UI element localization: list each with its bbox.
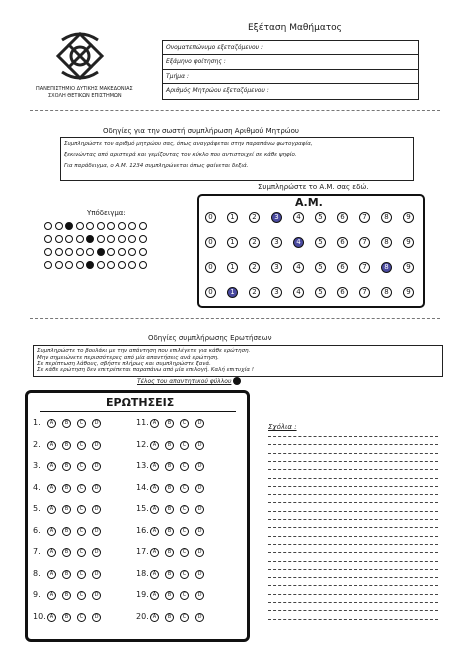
comment-line[interactable]	[268, 561, 438, 562]
example-bubble	[65, 261, 73, 269]
answer-bubble[interactable]: A	[150, 527, 159, 536]
example-bubble	[118, 235, 126, 243]
answer-bubble[interactable]: C	[180, 613, 189, 622]
answer-bubble[interactable]: D	[195, 591, 204, 600]
answer-bubble[interactable]: D	[195, 419, 204, 428]
answer-instructions-heading: Οδηγίες συμπλήρωσης Ερωτήσεων	[148, 334, 272, 342]
answer-instr-line1: Συμπληρώστε το βουλάκι με την απάντηση που επιλέγετε για κάθε ερώτηση.	[37, 348, 251, 354]
comment-line[interactable]	[268, 594, 438, 595]
example-bubble	[139, 248, 147, 256]
am-bubble[interactable]: 6	[337, 237, 348, 248]
am-bubble[interactable]: 9	[403, 212, 414, 223]
example-bubble	[128, 222, 136, 230]
example-bubble	[65, 235, 73, 243]
exam-title: Εξέταση Μαθήματος	[248, 23, 342, 33]
am-bubble[interactable]: 0	[205, 212, 216, 223]
comment-line[interactable]	[268, 552, 438, 553]
example-bubble	[65, 248, 73, 256]
am-bubble[interactable]: 1	[227, 237, 238, 248]
answer-bubble[interactable]: B	[62, 591, 71, 600]
end-marker-dot	[233, 377, 241, 385]
am-instructions-heading: Οδηγίες για την σωστή συμπλήρωση Αριθμού Μητρώου	[103, 127, 299, 135]
am-bubble[interactable]: 5	[315, 287, 326, 298]
example-bubble	[118, 261, 126, 269]
comment-line[interactable]	[268, 478, 438, 479]
question-number: 6.	[33, 525, 41, 535]
am-bubble[interactable]: 0	[205, 287, 216, 298]
answer-bubble[interactable]: C	[180, 591, 189, 600]
example-bubble	[44, 261, 52, 269]
question-number: 16.	[136, 525, 149, 535]
am-bubble[interactable]: 8	[381, 212, 392, 223]
am-bubble[interactable]: 6	[337, 212, 348, 223]
end-of-page: Τέλος του απαντητικού φύλλου	[137, 378, 232, 385]
answer-bubble[interactable]: C	[77, 613, 86, 622]
example-bubble	[55, 248, 63, 256]
example-bubble	[86, 222, 94, 230]
am-instr-line3: Για παράδειγμα, ο Α.Μ. 1234 συμπληρώνεται όπως φαίνεται δεξιά.	[64, 163, 249, 169]
comment-line[interactable]	[268, 577, 438, 578]
example-bubble	[97, 222, 105, 230]
comment-line[interactable]	[268, 569, 438, 570]
answer-bubble[interactable]: A	[150, 462, 159, 471]
am-bubble[interactable]: 1	[227, 287, 238, 298]
example-bubble	[55, 222, 63, 230]
am-bubble[interactable]: 6	[337, 262, 348, 273]
answer-bubble[interactable]: A	[47, 462, 56, 471]
question-number: 15.	[136, 504, 149, 513]
example-bubble	[65, 222, 73, 230]
answer-bubble[interactable]: B	[165, 613, 174, 622]
example-bubble	[76, 261, 84, 269]
am-bubble[interactable]: 3	[271, 237, 282, 248]
example-bubble	[76, 248, 84, 256]
example-bubble	[139, 235, 147, 243]
answer-bubble[interactable]: A	[150, 591, 159, 600]
answer-bubble[interactable]: C	[77, 527, 86, 536]
question-number: 10.	[33, 611, 46, 621]
answer-bubble[interactable]: D	[92, 419, 101, 428]
answer-bubble[interactable]: C	[180, 441, 189, 450]
example-bubble	[128, 261, 136, 269]
am-bubble[interactable]: 6	[337, 287, 348, 298]
answer-bubble[interactable]: B	[62, 462, 71, 471]
answer-bubble[interactable]: B	[165, 548, 174, 557]
am-bubble[interactable]: 1	[227, 212, 238, 223]
answer-bubble[interactable]: C	[77, 591, 86, 600]
answer-bubble[interactable]: B	[62, 548, 71, 557]
am-grid	[205, 212, 420, 304]
example-bubble	[139, 222, 147, 230]
am-bubble[interactable]: 2	[249, 212, 260, 223]
comment-line[interactable]	[268, 610, 438, 611]
comment-line[interactable]	[268, 527, 438, 528]
university-sub: ΣΧΟΛΗ ΘΕΤΙΚΩΝ ΕΠΙΣΤΗΜΩΝ	[48, 93, 122, 99]
question-number: 7.	[33, 547, 41, 556]
am-bubble[interactable]: 2	[249, 287, 260, 298]
answer-bubble[interactable]: B	[62, 441, 71, 450]
am-bubble[interactable]: 4	[293, 237, 304, 248]
am-bubble[interactable]: 3	[271, 262, 282, 273]
question-number: 11.	[136, 418, 149, 427]
comment-line[interactable]	[268, 619, 438, 620]
answer-bubble[interactable]: B	[165, 484, 174, 493]
answer-bubble[interactable]: A	[47, 570, 56, 579]
answer-bubble[interactable]: A	[47, 613, 56, 622]
answer-bubble[interactable]: A	[150, 419, 159, 428]
question-number: 18.	[136, 568, 149, 578]
question-number: 19.	[136, 590, 149, 599]
am-bubble[interactable]: 8	[381, 287, 392, 298]
field-semester[interactable]: Εξάμηνο φοίτησης :	[166, 58, 226, 65]
answer-bubble[interactable]: B	[62, 570, 71, 579]
am-instr-line1: Συμπληρώστε τον αριθμό μητρώου σας, όπως αναγράφεται στην παραπάνω φωτογραφία,	[64, 141, 313, 147]
am-bubble[interactable]: 3	[271, 287, 282, 298]
answer-bubble[interactable]: A	[47, 591, 56, 600]
example-bubble	[86, 235, 94, 243]
answer-bubble[interactable]: D	[92, 441, 101, 450]
example-bubble	[107, 248, 115, 256]
am-instr-line2: ξεκινώντας από αριστερά και γεμίζοντας τον κύκλο που αντιστοιχεί σε κάθε ψηφίο.	[64, 152, 297, 158]
example-label: Υπόδειγμα:	[87, 209, 126, 217]
answer-bubble[interactable]: D	[92, 591, 101, 600]
answer-bubble[interactable]: C	[180, 419, 189, 428]
comment-line[interactable]	[268, 544, 438, 545]
example-bubble	[55, 235, 63, 243]
example-bubble	[86, 248, 94, 256]
answer-bubble[interactable]: B	[165, 570, 174, 579]
am-bubble[interactable]: 0	[205, 237, 216, 248]
answer-bubble[interactable]: B	[62, 527, 71, 536]
answer-bubble[interactable]: D	[92, 462, 101, 471]
comment-line[interactable]	[268, 461, 438, 462]
answer-bubble[interactable]: D	[195, 613, 204, 622]
answer-bubble[interactable]: B	[165, 505, 174, 514]
answer-instr-line2: Μην σημειώνετε περισσότερες από μία απαντήσεις ανά ερώτηση.	[37, 355, 219, 361]
answer-bubble[interactable]: C	[77, 484, 86, 493]
am-bubble[interactable]: 9	[403, 237, 414, 248]
comment-line[interactable]	[268, 486, 438, 487]
question-number: 4.	[33, 482, 41, 492]
am-bubble[interactable]: 2	[249, 237, 260, 248]
comment-line[interactable]	[268, 585, 438, 586]
answer-bubble[interactable]: D	[92, 505, 101, 514]
am-bubble[interactable]: 5	[315, 212, 326, 223]
example-bubble	[76, 235, 84, 243]
answer-bubble[interactable]: C	[77, 441, 86, 450]
am-bubble[interactable]: 7	[359, 262, 370, 273]
answer-bubble[interactable]: C	[77, 505, 86, 514]
comment-line[interactable]	[268, 494, 438, 495]
am-bubble[interactable]: 9	[403, 262, 414, 273]
answer-bubble[interactable]: B	[165, 441, 174, 450]
answer-bubble[interactable]: A	[150, 570, 159, 579]
am-bubble[interactable]: 5	[315, 262, 326, 273]
answer-bubble[interactable]: B	[62, 613, 71, 622]
answer-instr-line3: Σε περίπτωση λάθους, σβήστε πλήρως και συμπληρώστε ξανά.	[37, 361, 211, 367]
am-bubble[interactable]: 7	[359, 287, 370, 298]
question-number: 9.	[33, 590, 41, 599]
example-bubble	[97, 261, 105, 269]
answer-bubble[interactable]: D	[92, 548, 101, 557]
questions-grid	[33, 418, 245, 638]
answer-bubble[interactable]: A	[47, 548, 56, 557]
answer-bubble[interactable]: C	[180, 462, 189, 471]
answer-bubble[interactable]: C	[77, 462, 86, 471]
comment-line[interactable]	[268, 519, 438, 520]
example-bubble	[44, 248, 52, 256]
example-bubble	[97, 235, 105, 243]
answer-bubble[interactable]: C	[77, 419, 86, 428]
field-am[interactable]: Αριθμός Μητρώου εξεταζόμενου :	[166, 87, 269, 94]
example-grid	[44, 222, 149, 274]
answer-bubble[interactable]: B	[165, 419, 174, 428]
answer-bubble[interactable]: A	[47, 441, 56, 450]
am-bubble[interactable]: 4	[293, 287, 304, 298]
comment-line[interactable]	[268, 536, 438, 537]
answer-bubble[interactable]: D	[195, 570, 204, 579]
answer-bubble[interactable]: B	[165, 591, 174, 600]
answer-bubble[interactable]: B	[165, 527, 174, 536]
am-box-title: Α.Μ.	[295, 196, 323, 209]
question-number: 14.	[136, 482, 149, 492]
answer-bubble[interactable]: A	[47, 527, 56, 536]
answer-bubble[interactable]: C	[180, 570, 189, 579]
am-bubble[interactable]: 7	[359, 237, 370, 248]
answer-bubble[interactable]: B	[62, 505, 71, 514]
answer-bubble[interactable]: A	[150, 548, 159, 557]
am-prompt: Συμπληρώστε το Α.Μ. σας εδώ.	[258, 183, 369, 191]
answer-bubble[interactable]: A	[150, 613, 159, 622]
answer-bubble[interactable]: A	[150, 441, 159, 450]
comment-line[interactable]	[268, 469, 438, 470]
answer-bubble[interactable]: B	[62, 419, 71, 428]
am-bubble[interactable]: 1	[227, 262, 238, 273]
example-bubble	[128, 235, 136, 243]
example-bubble	[118, 222, 126, 230]
answer-bubble[interactable]: B	[165, 462, 174, 471]
answer-bubble[interactable]: C	[180, 527, 189, 536]
answer-bubble[interactable]: A	[47, 419, 56, 428]
example-bubble	[44, 235, 52, 243]
answer-bubble[interactable]: A	[47, 484, 56, 493]
answer-bubble[interactable]: D	[92, 613, 101, 622]
answer-bubble[interactable]: C	[77, 570, 86, 579]
comment-line[interactable]	[268, 602, 438, 603]
comment-line[interactable]	[268, 453, 438, 454]
comment-lines[interactable]	[268, 436, 440, 626]
question-number: 3.	[33, 461, 41, 470]
example-bubble	[76, 222, 84, 230]
comment-line[interactable]	[268, 444, 438, 445]
question-number: 13.	[136, 461, 149, 470]
am-bubble[interactable]: 8	[381, 237, 392, 248]
am-bubble[interactable]: 2	[249, 262, 260, 273]
question-number: 2.	[33, 439, 41, 449]
comment-line[interactable]	[268, 436, 438, 437]
field-name[interactable]: Ονοματεπώνυμο εξεταζόμενου :	[166, 44, 264, 51]
question-number: 1.	[33, 418, 41, 427]
question-number: 12.	[136, 439, 149, 449]
comments-label: Σχόλια :	[268, 423, 297, 431]
answer-instr-line4: Σε κάθε ερώτηση δεν επιτρέπεται παραπάνω από μία επιλογή. Καλή επιτυχία !	[37, 367, 254, 373]
university-name: ΠΑΝΕΠΙΣΤΗΜΙΟ ΔΥΤΙΚΗΣ ΜΑΚΕΔΟΝΙΑΣ	[36, 86, 133, 92]
answer-bubble[interactable]: C	[180, 505, 189, 514]
example-bubble	[107, 222, 115, 230]
am-bubble[interactable]: 9	[403, 287, 414, 298]
example-bubble	[107, 261, 115, 269]
am-bubble[interactable]: 3	[271, 212, 282, 223]
answer-bubble[interactable]: D	[195, 484, 204, 493]
example-bubble	[97, 248, 105, 256]
example-bubble	[44, 222, 52, 230]
example-bubble	[55, 261, 63, 269]
am-bubble[interactable]: 5	[315, 237, 326, 248]
answer-bubble[interactable]: B	[62, 484, 71, 493]
answer-bubble[interactable]: D	[195, 441, 204, 450]
comment-line[interactable]	[268, 502, 438, 503]
am-bubble[interactable]: 4	[293, 262, 304, 273]
am-bubble[interactable]: 0	[205, 262, 216, 273]
answer-bubble[interactable]: C	[180, 484, 189, 493]
answer-bubble[interactable]: D	[92, 527, 101, 536]
answer-bubble[interactable]: C	[180, 548, 189, 557]
example-bubble	[139, 261, 147, 269]
answer-bubble[interactable]: D	[195, 527, 204, 536]
question-number: 5.	[33, 504, 41, 513]
answer-bubble[interactable]: D	[195, 548, 204, 557]
example-bubble	[128, 248, 136, 256]
am-bubble[interactable]: 4	[293, 212, 304, 223]
questions-title: ΕΡΩΤΗΣΕΙΣ	[106, 396, 175, 409]
answer-bubble[interactable]: A	[150, 484, 159, 493]
answer-bubble[interactable]: A	[47, 505, 56, 514]
example-bubble	[86, 261, 94, 269]
example-bubble	[107, 235, 115, 243]
question-number: 8.	[33, 568, 41, 578]
field-department[interactable]: Τμήμα :	[166, 73, 189, 80]
answer-bubble[interactable]: D	[92, 570, 101, 579]
example-bubble	[118, 248, 126, 256]
answer-bubble[interactable]: D	[195, 505, 204, 514]
university-logo	[50, 30, 110, 86]
answer-bubble[interactable]: A	[150, 505, 159, 514]
answer-bubble[interactable]: C	[77, 548, 86, 557]
am-bubble[interactable]: 8	[381, 262, 392, 273]
question-number: 17.	[136, 547, 149, 556]
answer-bubble[interactable]: D	[92, 484, 101, 493]
am-bubble[interactable]: 7	[359, 212, 370, 223]
answer-bubble[interactable]: D	[195, 462, 204, 471]
question-number: 20.	[136, 611, 149, 621]
comment-line[interactable]	[268, 511, 438, 512]
